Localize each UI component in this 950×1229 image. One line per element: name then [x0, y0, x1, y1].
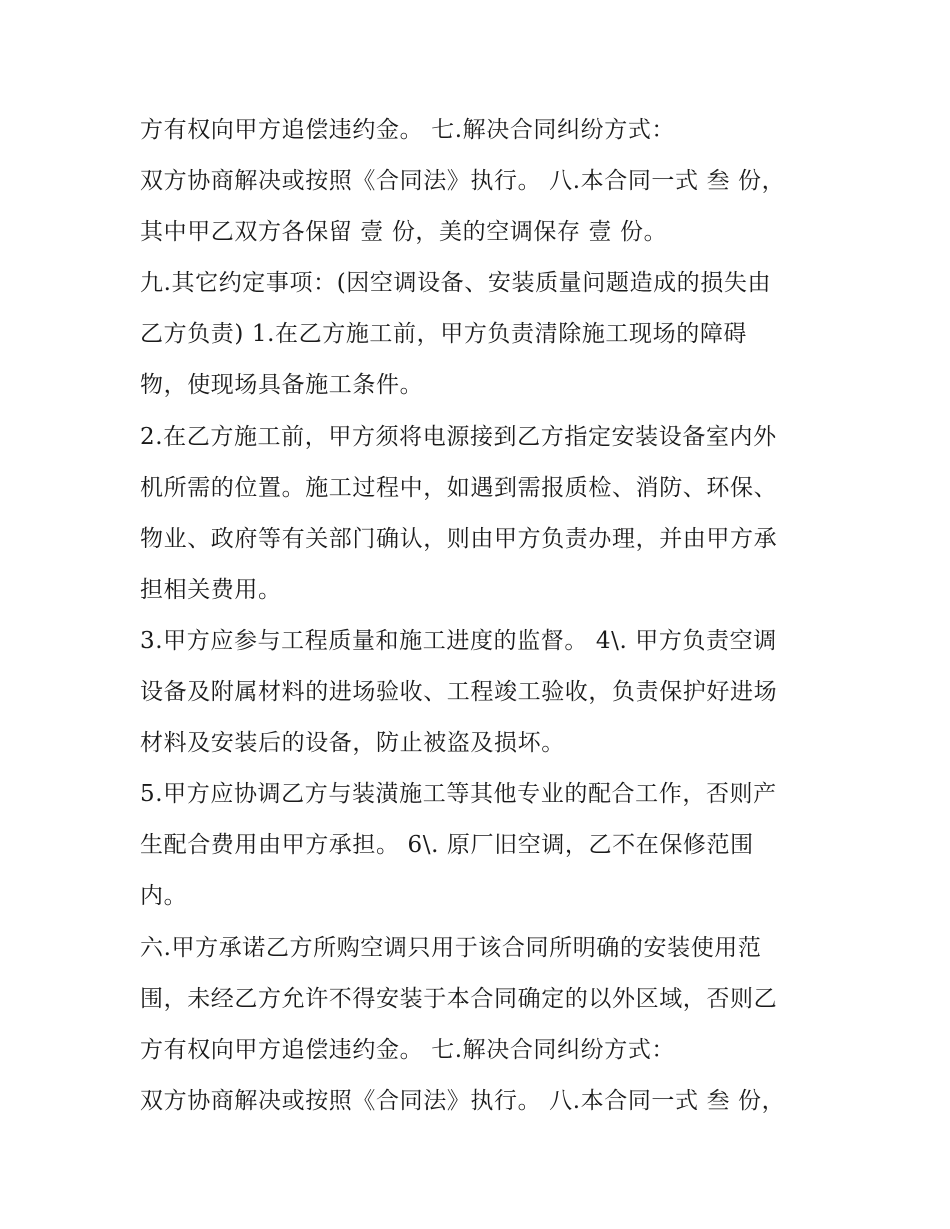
text-line: 其中甲乙双方各保留 壹 份，美的空调保存 壹 份。 [140, 219, 668, 246]
text-line: 3.甲方应参与工程质量和施工进度的监督。 4\. 甲方负责空调 [140, 627, 777, 654]
text-line: 内。 [140, 883, 188, 910]
text-line: 设备及附属材料的进场验收、工程竣工验收，负责保护好进场 [140, 679, 778, 706]
text-line: 2.在乙方施工前，甲方须将电源接到乙方指定安装设备室内外 [140, 423, 777, 450]
text-line: 担相关费用。 [140, 576, 282, 603]
document-body [140, 105, 820, 1127]
text-line: 5.甲方应协调乙方与装潢施工等其他专业的配合工作，否则产 [140, 781, 777, 808]
text-line: 物，使现场具备施工条件。 [140, 372, 424, 399]
text-line: 物业、政府等有关部门确认，则由甲方负责办理，并由甲方承 [140, 525, 778, 552]
text-line: 围，未经乙方允许不得安装于本合同确定的以外区域，否则乙 [140, 985, 778, 1012]
text-line: 双方协商解决或按照《合同法》执行。 八.本合同一式 叁 份， [140, 1087, 786, 1114]
text-line: 材料及安装后的设备，防止被盗及损坏。 [140, 730, 565, 757]
text-line: 方有权向甲方追偿违约金。 七.解决合同纠纷方式： [140, 117, 676, 143]
text-line: 九.其它约定事项：(因空调设备、安装质量问题造成的损失由 [140, 270, 772, 297]
text-line: 生配合费用由甲方承担。 6\. 原厂旧空调，乙不在保修范围 [140, 832, 754, 859]
text-line: 乙方负责) 1.在乙方施工前，甲方负责清除施工现场的障碍 [140, 321, 748, 348]
text-line: 方有权向甲方追偿违约金。 七.解决合同纠纷方式： [140, 1036, 676, 1063]
text-line: 双方协商解决或按照《合同法》执行。 八.本合同一式 叁 份， [140, 168, 786, 195]
text-line: 机所需的位置。施工过程中，如遇到需报质检、消防、环保、 [140, 474, 778, 501]
text-line: 六.甲方承诺乙方所购空调只用于该合同所明确的安装使用范 [140, 934, 762, 961]
